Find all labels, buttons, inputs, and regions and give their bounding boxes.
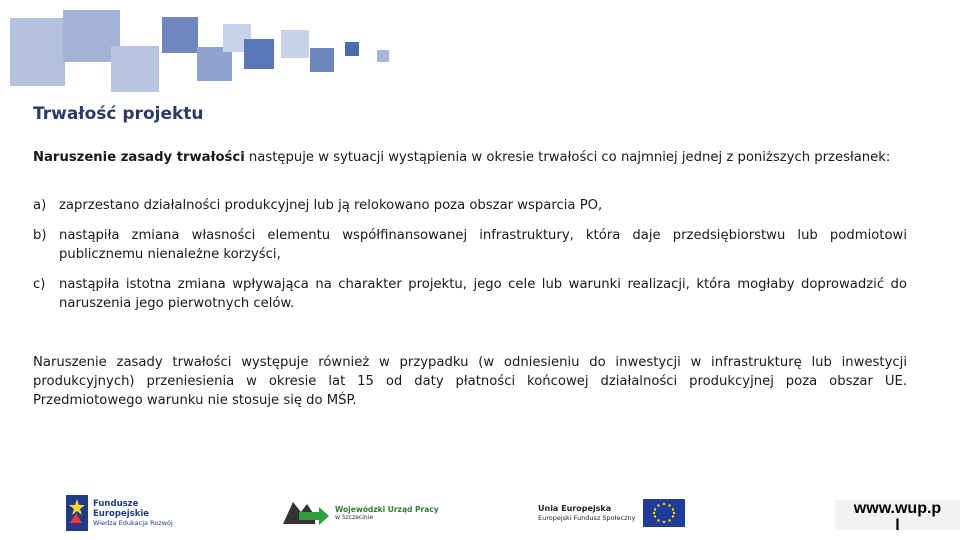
second-paragraph: Naruszenie zasady trwałości występuje również w przypadku (w odniesieniu do inwestycji w infrastrukturę lub inwestycji produkcyjnych) przeniesienia w okresie lat 15 od daty płatności końcowej działalności produkcyjnej poza obszar UE. Przedmiotowego warunku nie stosuje się do MŚP. bbox=[33, 355, 907, 408]
list-item-text: zaprzestano działalności produkcyjnej lub ją relokowano poza obszar wsparcia PO, bbox=[59, 198, 603, 213]
deco-square bbox=[310, 48, 334, 72]
list-marker: c) bbox=[33, 277, 46, 292]
ue-text-block bbox=[538, 504, 635, 522]
fundusze-europejskie-logo bbox=[66, 490, 173, 536]
fe-line2: Europejskie bbox=[93, 509, 150, 519]
deco-square bbox=[162, 17, 198, 53]
fe-text-block bbox=[93, 499, 173, 527]
page-title: Trwałość projektu bbox=[33, 104, 204, 124]
wup-line1: Wojewódzki Urząd Pracy bbox=[335, 505, 439, 514]
wup-logo bbox=[281, 490, 439, 536]
eu-flag-icon bbox=[643, 499, 685, 527]
intro-rest: następuje w sytuacji wystąpienia w okresie trwałości co najmniej jednej z poniższych przesłanek: bbox=[244, 150, 891, 165]
deco-square bbox=[345, 42, 359, 56]
fe-star-icon bbox=[66, 495, 88, 531]
website-url[interactable] bbox=[835, 500, 960, 530]
url-line1[interactable]: www.wup.p bbox=[853, 500, 942, 517]
wup-sub: w Szczecinie bbox=[335, 514, 374, 521]
premise-list bbox=[33, 196, 907, 324]
deco-square bbox=[197, 47, 232, 81]
fe-sub: Wiedza Edukacja Rozwój bbox=[93, 519, 173, 527]
wup-text-block bbox=[335, 505, 439, 521]
deco-square bbox=[244, 39, 274, 69]
deco-square bbox=[281, 30, 309, 58]
list-item-text: nastąpiła istotna zmiana wpływająca na charakter projektu, jego cele lub warunki realizacji, która mogłaby doprowadzić do naruszenia jego pierwotnych celów. bbox=[59, 277, 907, 311]
list-marker: b) bbox=[33, 228, 47, 243]
deco-square bbox=[111, 46, 159, 92]
ue-sub: Europejski Fundusz Społeczny bbox=[538, 514, 636, 522]
ue-line1: Unia Europejska bbox=[538, 504, 612, 513]
list-item bbox=[33, 226, 907, 264]
intro-bold: Naruszenie zasady trwałości bbox=[33, 150, 245, 165]
deco-square bbox=[10, 18, 65, 86]
deco-square bbox=[377, 50, 389, 62]
list-item bbox=[33, 275, 907, 313]
url-line2[interactable]: l bbox=[895, 517, 900, 530]
list-marker: a) bbox=[33, 198, 47, 213]
eu-logo bbox=[538, 490, 685, 536]
list-item-text: nastąpiła zmiana własności elementu współfinansowanej infrastruktury, która daje przedsiębiorstwu lub podmiotowi publicznemu nienależne korzyści, bbox=[59, 228, 907, 262]
intro-paragraph bbox=[33, 148, 907, 167]
list-item bbox=[33, 196, 907, 215]
wup-arrow-icon bbox=[281, 498, 331, 528]
fe-line1: Fundusze bbox=[93, 499, 139, 509]
